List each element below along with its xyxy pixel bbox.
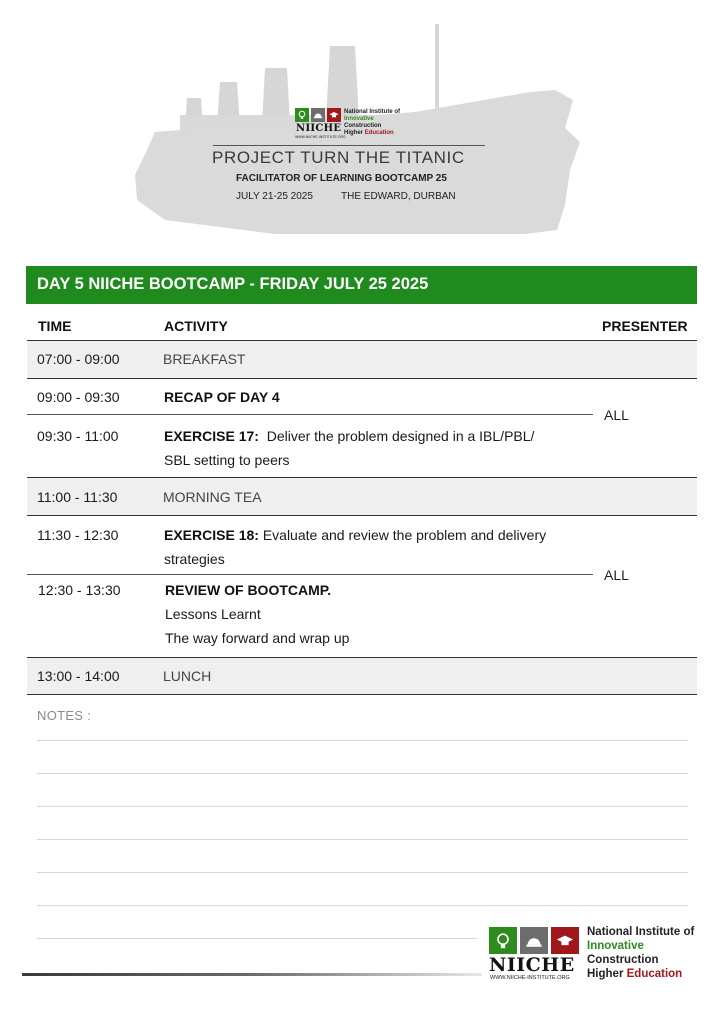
- table-divider: [27, 515, 697, 516]
- lightbulb-icon: [295, 108, 309, 122]
- hardhat-icon: [520, 927, 548, 954]
- notes-line: [37, 839, 688, 840]
- org-line-3: Construction: [344, 123, 382, 129]
- graduation-cap-icon: [327, 108, 341, 122]
- notes-line: [37, 806, 688, 807]
- org-line-2: Innovative: [587, 940, 644, 952]
- logo-url: WWW.NIICHE-INSTITUTE.ORG: [295, 135, 346, 139]
- table-row: [27, 658, 697, 694]
- row-activity-continued: Lessons Learnt: [165, 606, 261, 622]
- event-dates: JULY 21-25 2025: [236, 191, 313, 202]
- notes-line: [37, 740, 688, 741]
- org-line-4a: Higher: [344, 130, 364, 136]
- logo-org-name: [587, 925, 694, 981]
- project-title: PROJECT TURN THE TITANIC: [212, 148, 465, 167]
- row-activity-bold: EXERCISE 18:: [164, 527, 259, 543]
- row-time: 12:30 - 13:30: [38, 582, 121, 598]
- lightbulb-icon: [489, 927, 517, 954]
- event-venue: THE EDWARD, DURBAN: [341, 191, 456, 202]
- logo-org-name: [344, 109, 400, 137]
- presenter-cell: ALL: [604, 407, 629, 423]
- org-line-4b: Education: [626, 968, 683, 980]
- row-activity-bold: REVIEW OF BOOTCAMP.: [165, 582, 332, 598]
- day-banner-title: DAY 5 NIICHE BOOTCAMP - FRIDAY JULY 25 2025: [37, 275, 429, 293]
- logo-wordmark: NIICHE: [489, 954, 575, 976]
- row-time: 11:00 - 11:30: [37, 489, 118, 505]
- row-time: 11:30 - 12:30: [37, 527, 119, 543]
- notes-line: [37, 938, 477, 939]
- row-activity-bold: EXERCISE 17:: [164, 428, 259, 444]
- row-time: 13:00 - 14:00: [37, 668, 120, 684]
- column-header-time: TIME: [38, 318, 72, 334]
- column-header-presenter: PRESENTER: [602, 318, 688, 334]
- logo-wordmark: NIICHE: [296, 123, 342, 134]
- row-activity: [164, 385, 280, 409]
- row-activity-continued: strategies: [164, 551, 225, 567]
- row-activity-text: Deliver the problem designed in a IBL/PBL/: [258, 428, 535, 444]
- org-line-1: National Institute of: [587, 926, 695, 938]
- notes-line: [37, 872, 688, 873]
- table-row: [27, 341, 697, 378]
- day-banner: [26, 266, 697, 304]
- table-divider: [27, 378, 697, 379]
- row-activity: [164, 424, 534, 448]
- row-activity-continued: The way forward and wrap up: [165, 630, 350, 646]
- org-line-3: Construction: [587, 954, 659, 966]
- event-subtitle: FACILITATOR OF LEARNING BOOTCAMP 25: [236, 173, 447, 184]
- notes-line: [37, 905, 688, 906]
- row-activity-bold: RECAP OF DAY 4: [164, 389, 280, 405]
- org-line-4a: Higher: [587, 968, 624, 980]
- row-activity-continued: SBL setting to peers: [164, 452, 290, 468]
- notes-line: [37, 773, 688, 774]
- presenter-cell: ALL: [604, 567, 629, 583]
- row-activity: [165, 578, 331, 602]
- table-divider: [27, 414, 593, 415]
- row-activity: LUNCH: [163, 668, 212, 684]
- graduation-cap-icon: [551, 927, 579, 954]
- org-line-4b: Education: [364, 130, 394, 136]
- table-row: [27, 478, 697, 515]
- row-activity-text: Evaluate and review the problem and delivery: [258, 527, 547, 543]
- column-header-activity: ACTIVITY: [164, 318, 228, 334]
- footer-niiche-logo: [489, 925, 714, 985]
- org-line-2: Innovative: [344, 116, 374, 122]
- hardhat-icon: [311, 108, 325, 122]
- row-time: 09:00 - 09:30: [37, 389, 120, 405]
- notes-label: NOTES :: [37, 708, 92, 723]
- row-activity: [164, 523, 546, 547]
- header-niiche-logo: [295, 108, 425, 144]
- org-line-1: National Institute of: [344, 109, 400, 115]
- row-time: 09:30 - 11:00: [37, 428, 119, 444]
- header-divider: [213, 145, 485, 146]
- footer-rule: [22, 973, 482, 976]
- table-divider: [27, 574, 593, 575]
- row-time: 07:00 - 09:00: [37, 351, 120, 367]
- logo-url: WWW.NIICHE-INSTITUTE.ORG: [490, 975, 570, 981]
- row-activity: BREAKFAST: [163, 351, 246, 367]
- row-activity: MORNING TEA: [163, 489, 262, 505]
- table-divider: [27, 694, 697, 695]
